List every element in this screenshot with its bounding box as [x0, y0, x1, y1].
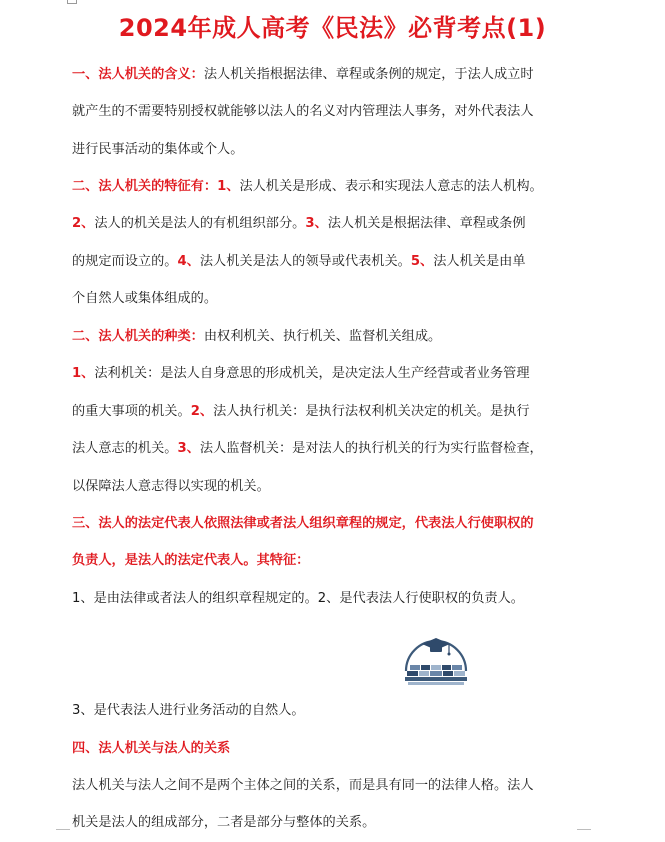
section-3-num-3: 3、 [177, 441, 200, 456]
section-2-num-4: 4、 [177, 254, 200, 269]
section-3-item-3: 法人监督机关：是对法人的执行机关的行为实行监督检查， [199, 441, 543, 456]
section-1-line-1 [72, 56, 577, 94]
section-1-heading: 一、法人机关的含义： [72, 67, 204, 82]
section-3-intro: 由权利机关、执行机关、监督机关组成。 [203, 329, 442, 344]
section-3-line-4 [72, 430, 577, 468]
section-1-line-2: 就产生的不需要特别授权就能够以法人的名义对内管理法人事务，对外代表法人 [72, 104, 534, 119]
section-4-heading-line-1: 三、法人的法定代表人依照法律或者法人组织章程的规定，代表法人行使职权的 [72, 516, 534, 531]
section-4-heading-line-2: 负责人，是法人的法定代表人。其特征： [72, 553, 310, 568]
page-top-marker [67, 0, 77, 4]
section-2-line-3 [72, 243, 577, 281]
section-2-item-2: 法人的机关是法人的有机组织部分。 [94, 216, 306, 231]
section-2-heading: 二、法人机关的特征有： [72, 179, 218, 194]
section-2-num-1: 1、 [217, 179, 240, 194]
section-3-line-1 [72, 318, 577, 356]
section-3-num-2: 2、 [190, 404, 214, 419]
section-4-line-2: 3、是代表法人进行业务活动的自然人。 [72, 703, 305, 718]
page-corner-mark-right [577, 829, 591, 836]
section-3-line-3 [72, 393, 577, 431]
section-2-item-3: 法人机关是根据法律、章程或条例 [327, 216, 526, 231]
section-4-line-1: 1、是由法律或者法人的组织章程规定的。2、是代表法人行使职权的负责人。 [72, 591, 524, 606]
section-2-item-5: 法人机关是由单 [433, 254, 526, 269]
section-2-item-1: 法人机关是形成、表示和实现法人意志的法人机构。 [239, 179, 543, 194]
section-3-item-1-cont: 的重大事项的机关。 [72, 404, 191, 419]
section-5-line-1: 法人机关与法人之间不是两个主体之间的关系，而是具有同一的法律人格。法人 [72, 778, 534, 793]
section-2-line-1 [72, 168, 577, 206]
graduation-cap-books-icon [402, 631, 470, 687]
section-3-line-5: 以保障法人意志得以实现的机关。 [72, 479, 270, 494]
section-2-item-3-cont: 的规定而设立的。 [72, 254, 178, 269]
section-2-line-2 [72, 205, 577, 243]
section-2-num-5: 5、 [410, 254, 434, 269]
section-5-line-2: 机关是法人的组成部分，二者是部分与整体的关系。 [72, 815, 376, 830]
section-3-item-1: 法利机关：是法人自身意思的形成机关，是决定法人生产经营或者业务管理 [94, 366, 530, 381]
section-1-line-3: 进行民事活动的集体或个人。 [72, 142, 244, 157]
section-3-item-2-cont: 法人意志的机关。 [72, 441, 178, 456]
section-1-text-1: 法人机关指根据法律、章程或条例的规定，于法人成立时 [203, 67, 534, 82]
section-3-line-2 [72, 355, 577, 393]
section-2-num-2: 2、 [72, 216, 95, 231]
section-3-heading: 二、法人机关的种类： [72, 329, 204, 344]
section-5-heading: 四、法人机关与法人的关系 [72, 741, 231, 756]
section-3-num-1: 1、 [72, 366, 95, 381]
section-2-line-4: 个自然人或集体组成的。 [72, 291, 218, 306]
page-corner-mark-left [56, 829, 70, 836]
page-title: 2024年成人高考《民法》必背考点(1) [118, 14, 547, 42]
section-2-item-4: 法人机关是法人的领导或代表机关。 [199, 254, 411, 269]
section-3-item-2: 法人执行机关：是执行法权利机关决定的机关。是执行 [213, 404, 530, 419]
section-2-num-3: 3、 [305, 216, 328, 231]
